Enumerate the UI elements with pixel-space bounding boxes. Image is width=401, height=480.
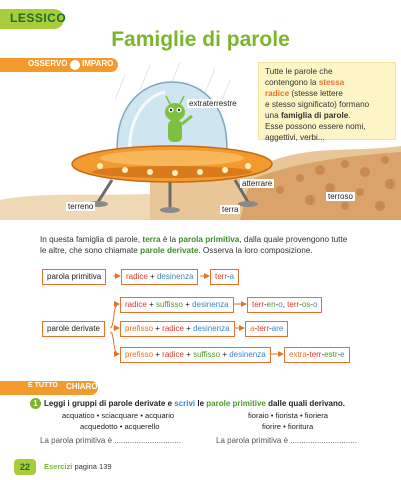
word-label-atterrare: atterrare	[242, 179, 273, 188]
rule-line: Esse possono essere nomi,	[265, 122, 366, 131]
rule-line: una famiglia di parole.	[265, 111, 351, 120]
example-terreno-terroso-box: terr-en-o, terr-os-o	[247, 297, 322, 313]
example-terra-box: terr-a	[210, 269, 239, 285]
rule-line: radice (stesse lettere	[265, 89, 343, 98]
word-group-left-line1: acquatico • sciacquare • acquario	[62, 411, 175, 420]
word-group-left-line2: acquedotto • acquerello	[80, 422, 160, 431]
exercise-instruction: Leggi i gruppi di parole derivate e scrivi le parole primitive dalle quali derivano.	[44, 399, 345, 408]
chiaro-label: CHIARO?	[66, 382, 103, 391]
radice-suffisso-desinenza-box: radice + suffisso + desinenza	[120, 297, 234, 313]
imparo-label: IMPARO	[82, 59, 114, 68]
rule-line: aggettivi, verbi...	[265, 133, 325, 142]
example-atterrare-box: a-terr-are	[245, 321, 288, 337]
prefisso-radice-desinenza-box: prefisso + radice + desinenza	[120, 321, 235, 337]
osservo-label: OSSERVO	[28, 59, 68, 68]
parole-derivate-box: parole derivate	[42, 321, 105, 337]
esercizi-reference[interactable]: Esercizi pagina 139	[44, 462, 112, 471]
rule-box	[258, 62, 396, 140]
word-label-extraterrestre: extraterrestre	[189, 99, 237, 108]
word-label-terroso: terroso	[328, 192, 353, 201]
tutto-label: È TUTTO	[28, 382, 58, 389]
word-group-right-line2: fiorire • fioritura	[262, 422, 314, 431]
answer-line-left[interactable]: La parola primitiva è ..............................	[40, 436, 181, 445]
word-label-terreno: terreno	[68, 202, 94, 211]
answer-line-right[interactable]: La parola primitiva è ..............................	[216, 436, 357, 445]
word-group-right-line1: fioraio • fiorista • fioriera	[248, 411, 329, 420]
section-label: LESSICO	[10, 11, 67, 25]
parola-primitiva-box: parola primitiva	[42, 269, 106, 285]
radice-desinenza-box: radice + desinenza	[121, 269, 198, 285]
explanation-paragraph: In questa famiglia di parole, terra è la parola primitiva, dalla quale provengono tutte le altre, che sono chiamate parole derivate. Osserva la loro composizione.	[40, 235, 348, 255]
rule-line: Tutte le parole che	[265, 67, 333, 76]
rule-line: e stesso significato) formano	[265, 100, 370, 109]
page-number: 22	[14, 459, 36, 475]
prefisso-radice-suffisso-desinenza-box: prefisso + radice + suffisso + desinenza	[120, 347, 271, 363]
rule-line: contengono la stessa	[265, 78, 345, 87]
word-label-terra: terra	[222, 205, 239, 214]
exercise-number: 1	[30, 398, 41, 409]
page-title: Famiglie di parole	[111, 28, 290, 51]
example-extraterrestre-box: extra-terr-estr-e	[284, 347, 350, 363]
